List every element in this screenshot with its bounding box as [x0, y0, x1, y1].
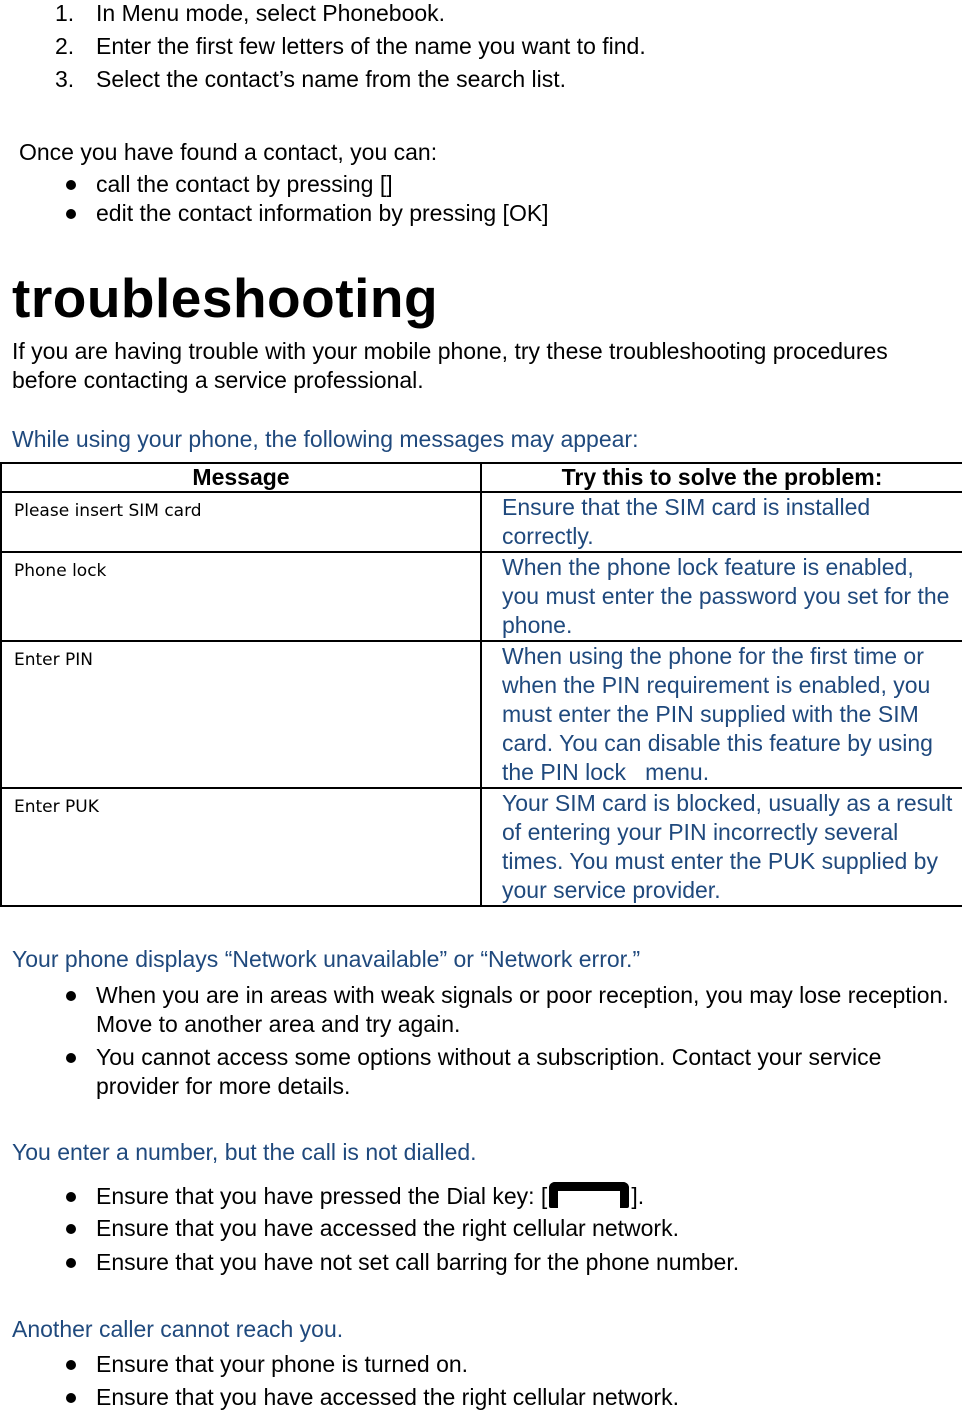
bullet-text: Ensure that your phone is turned on. — [96, 1351, 469, 1377]
solution-cell: Ensure that the SIM card is installed correctly. — [481, 492, 962, 552]
bullet-text: Ensure that you have accessed the right cellular network. — [96, 1215, 679, 1241]
found-contact-intro: Once you have found a contact, you can: — [19, 139, 438, 165]
step-text: Select the contact’s name from the search list. — [96, 66, 567, 92]
not-dialled-heading: You enter a number, but the call is not dialled. — [12, 1139, 477, 1165]
intro-paragraph: If you are having trouble with your mobile phone, try these troubleshooting procedures before contacting a service professional. — [12, 338, 888, 393]
cannot-reach-heading: Another caller cannot reach you. — [12, 1316, 344, 1342]
bullet-icon — [66, 1224, 76, 1234]
bullet-icon — [66, 1192, 76, 1202]
solution-cell: When using the phone for the first time or when the PIN requirement is enabled, you must enter the PIN supplied with the SIM card. You can disable this feature by using the PIN lock menu. — [481, 641, 962, 788]
messages-intro: While using your phone, the following messages may appear: — [12, 426, 639, 452]
solution-cell: When the phone lock feature is enabled, you must enter the password you set for the phone. — [481, 552, 962, 641]
table-row — [1, 788, 962, 906]
network-heading: Your phone displays “Network unavailable” or “Network error.” — [12, 946, 641, 972]
column-header-solution: Try this to solve the problem: — [481, 463, 962, 492]
message-cell: Phone lock — [1, 552, 481, 641]
bullet-text — [96, 1182, 958, 1211]
step-text: Enter the first few letters of the name you want to find. — [96, 33, 646, 59]
bullet-text: Ensure that you have accessed the right cellular network. — [96, 1384, 679, 1410]
bullet-text: edit the contact information by pressing [OK] — [96, 200, 549, 226]
message-cell: Enter PUK — [1, 788, 481, 906]
solution-cell: Your SIM card is blocked, usually as a result of entering your PIN incorrectly several times. You must enter the PUK supplied by your service provider. — [481, 788, 962, 906]
step-number: 2. — [55, 33, 75, 59]
table-row — [1, 641, 962, 788]
step-text: In Menu mode, select Phonebook. — [96, 0, 446, 26]
dial-key-icon — [549, 1182, 629, 1208]
dial-prefix: Ensure that you have pressed the Dial key: [ — [96, 1183, 548, 1209]
table-row — [1, 552, 962, 641]
bullet-icon — [66, 1393, 76, 1403]
table-header-row — [1, 463, 962, 492]
bullet-icon — [66, 1053, 76, 1063]
step-number: 1. — [55, 0, 75, 26]
bullet-icon — [66, 1360, 76, 1370]
bullet-icon — [66, 180, 76, 190]
column-header-message: Message — [1, 463, 481, 492]
bullet-icon — [66, 991, 76, 1001]
message-cell: Enter PIN — [1, 641, 481, 788]
message-cell: Please insert SIM card — [1, 492, 481, 552]
dial-suffix: ]. — [631, 1183, 645, 1209]
step-number: 3. — [55, 66, 75, 92]
bullet-text: When you are in areas with weak signals or poor reception, you may lose reception. Move to another area and try again. — [96, 982, 949, 1037]
bullet-icon — [66, 209, 76, 219]
bullet-text: call the contact by pressing [] — [96, 171, 393, 197]
bullet-icon — [66, 1258, 76, 1268]
page-title: troubleshooting — [12, 267, 439, 329]
bullet-text: Ensure that you have not set call barring for the phone number. — [96, 1249, 740, 1275]
bullet-text: You cannot access some options without a subscription. Contact your service provider for more details. — [96, 1044, 882, 1099]
troubleshooting-table — [0, 462, 962, 907]
table-row — [1, 492, 962, 552]
